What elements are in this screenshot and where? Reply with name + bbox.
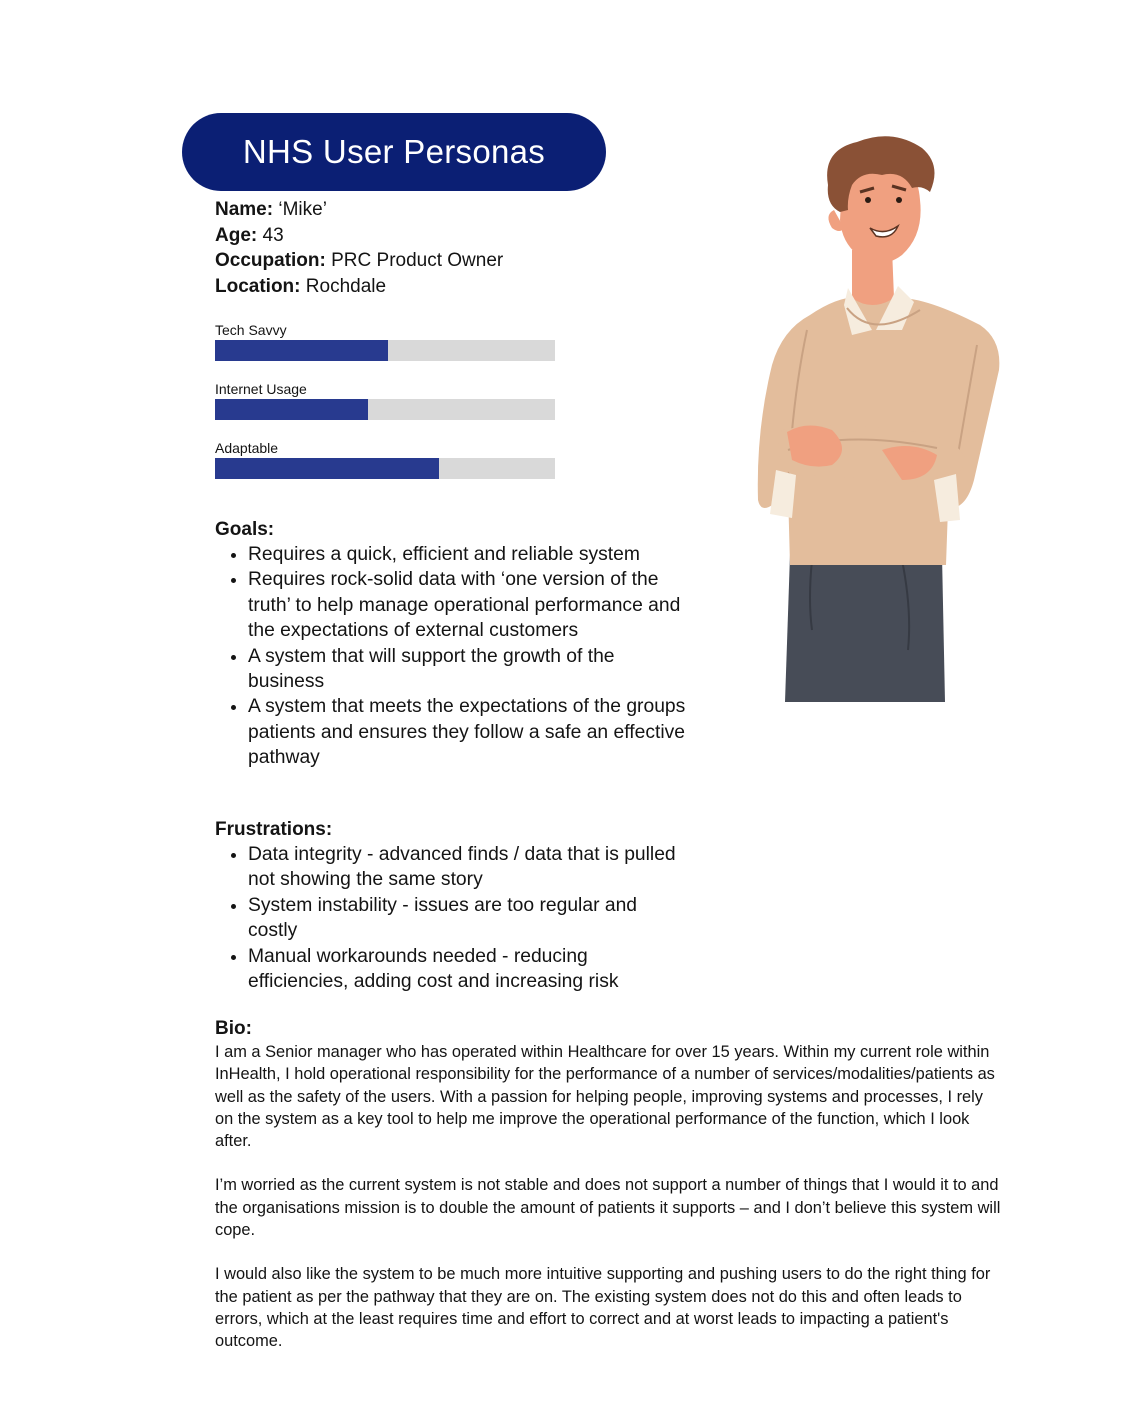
age-label: Age: — [215, 224, 258, 246]
page-title: NHS User Personas — [182, 113, 606, 191]
list-item: • A system that meets the expectations of the groups patients and ensures they follow a safe an effective pathway — [248, 694, 695, 770]
goals-list — [215, 542, 695, 771]
list-item: • System instability - issues are too regular and costly — [248, 893, 685, 944]
goals-heading: Goals: — [215, 519, 275, 540]
meter-fill — [215, 399, 368, 420]
meter-label: Adaptable — [215, 440, 279, 456]
list-item: • A system that will support the growth of the business — [248, 644, 695, 695]
list-item: • Requires a quick, efficient and reliable system — [248, 542, 695, 567]
age-value: 43 — [262, 224, 284, 246]
location-value: Rochdale — [305, 275, 387, 297]
goals-section — [215, 517, 695, 771]
occupation-row — [215, 248, 503, 274]
name-value: ‘Mike’ — [278, 199, 327, 220]
adaptable-meter — [215, 440, 555, 479]
meter-label: Internet Usage — [215, 381, 307, 397]
bio-paragraph: I’m worried as the current system is not stable and does not support a number of things that I would it to and the organisations mission is to double the amount of patients it supports – and I don’t believe this system will cope. — [215, 1176, 1001, 1240]
occupation-label: Occupation: — [215, 250, 326, 271]
frustrations-list — [215, 842, 685, 994]
list-item: • Manual workarounds needed - reducing efficiencies, adding cost and increasing risk — [248, 944, 685, 995]
list-item: • Data integrity - advanced finds / data that is pulled not showing the same story — [248, 842, 685, 893]
occupation-value: PRC Product Owner — [331, 250, 504, 271]
frustrations-heading: Frustrations: — [215, 819, 333, 840]
meter-fill — [215, 458, 439, 479]
trousers — [785, 555, 945, 702]
bio-heading: Bio: — [215, 1018, 252, 1039]
location-row — [215, 274, 503, 300]
meter-track — [215, 340, 555, 361]
meter-label: Tech Savvy — [215, 322, 287, 338]
bio-section — [215, 1016, 1005, 1375]
meter-track — [215, 458, 555, 479]
bio-paragraph: I am a Senior manager who has operated within Healthcare for over 15 years. Within my current role within InHealth, I hold operational responsibility for the performance of a number of services/modalities/patients as well as the safety of the users. With a passion for helping people, improving systems and processes, I rely on the system as a key tool to help me improve the operational performance of the function, which I look after. — [215, 1043, 995, 1151]
meter-fill — [215, 340, 388, 361]
internet-usage-meter — [215, 381, 555, 420]
persona-info — [215, 197, 503, 299]
age-row — [215, 223, 503, 249]
name-row — [215, 197, 503, 223]
name-label: Name: — [215, 199, 274, 220]
persona-illustration — [752, 130, 1012, 710]
list-item: • Requires rock-solid data with ‘one version of the truth’ to help manage operational performance and the expectations of external customers — [248, 567, 695, 643]
bio-paragraph: I would also like the system to be much more intuitive supporting and pushing users to do the right thing for the patient as per the pathway that they are on. The existing system does not do this and often leads to errors, which at the least requires time and effort to correct and at worst leads to impacting a patient's outcome. — [215, 1265, 991, 1351]
meter-track — [215, 399, 555, 420]
location-label: Location: — [215, 275, 301, 297]
tech-savvy-meter — [215, 322, 555, 361]
frustrations-section — [215, 817, 685, 994]
